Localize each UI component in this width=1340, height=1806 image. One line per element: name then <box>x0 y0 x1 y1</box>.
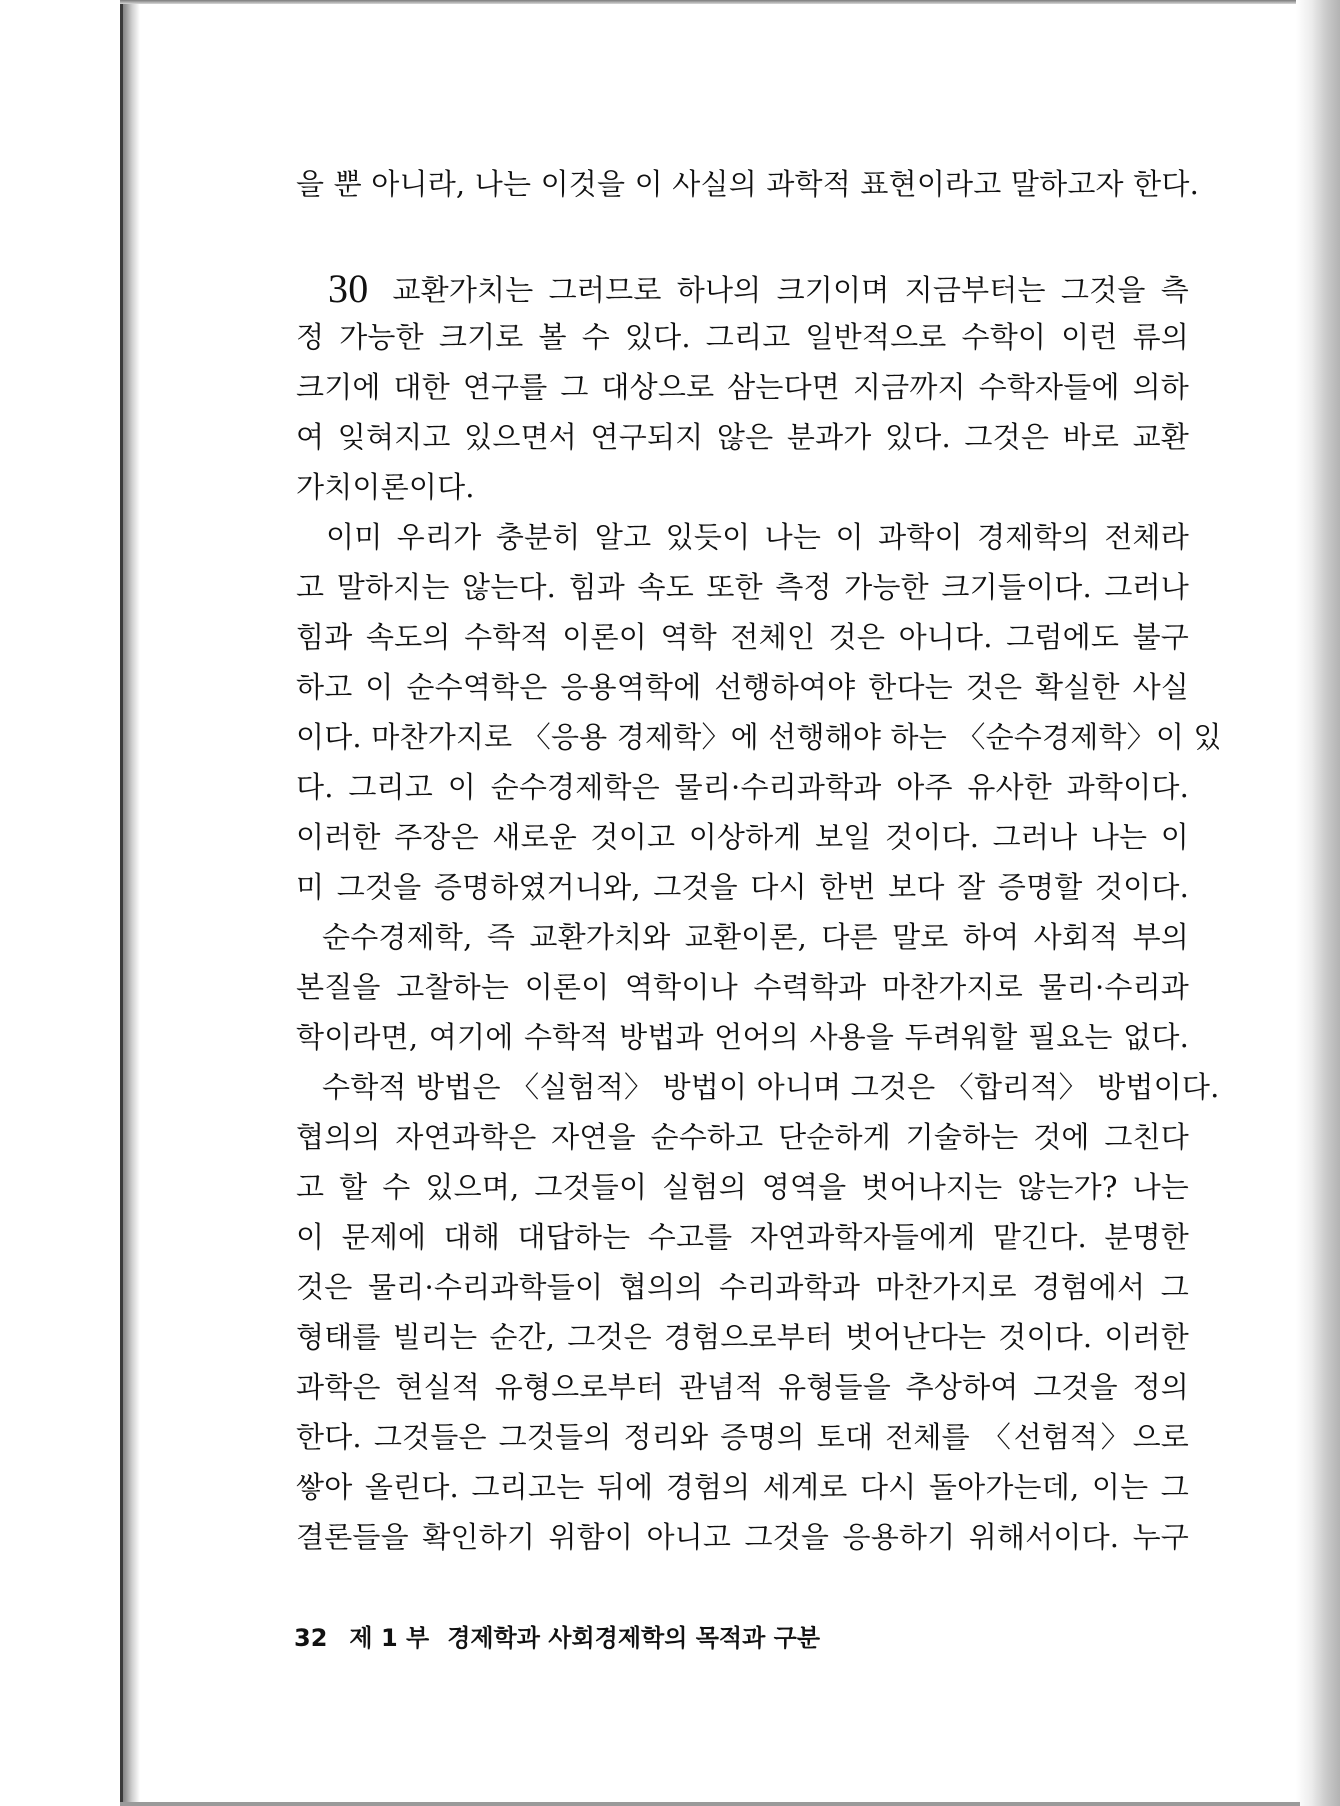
part-label: 제 1 부 <box>349 1624 430 1652</box>
text-line: 고 말하지는 않는다. 힘과 속도 또한 측정 가능한 크기들이다. 그러나 <box>296 570 1189 604</box>
text-line: 수학적 방법은 〈실험적〉 방법이 아니며 그것은 〈합리적〉 방법이다. <box>322 1070 1220 1104</box>
page-right-edge-shadow <box>1296 0 1340 1806</box>
text-line: 가치이론이다. <box>296 470 475 504</box>
text-line: 미 그것을 증명하였거니와, 그것을 다시 한번 보다 잘 증명할 것이다. <box>296 870 1189 904</box>
text-line: 것은 물리·수리과학들이 협의의 수리과학과 마찬가지로 경험에서 그 <box>296 1270 1189 1304</box>
page-bottom-edge <box>120 1802 1300 1806</box>
text-line: 을 뿐 아니라, 나는 이것을 이 사실의 과학적 표현이라고 말하고자 한다. <box>296 167 1200 201</box>
page-left-edge-shadow <box>120 0 140 1806</box>
text-line: 쌓아 올린다. 그리고는 뒤에 경험의 세계로 다시 돌아가는데, 이는 그 <box>296 1470 1189 1504</box>
text-line: 본질을 고찰하는 이론이 역학이나 수력학과 마찬가지로 물리·수리과 <box>296 970 1189 1004</box>
text-line: 한다. 그것들은 그것들의 정리와 증명의 토대 전체를 〈선험적〉으로 <box>296 1420 1189 1454</box>
text-line: 학이라면, 여기에 수학적 방법과 언어의 사용을 두려워할 필요는 없다. <box>296 1020 1189 1054</box>
text-line: 다. 그리고 이 순수경제학은 물리·수리과학과 아주 유사한 과학이다. <box>296 770 1189 804</box>
text-line-with-paragraph-number <box>328 264 1189 310</box>
text-line: 고 할 수 있으며, 그것들이 실험의 영역을 벗어나지는 않는가? 나는 <box>296 1170 1189 1204</box>
text-line: 과학은 현실적 유형으로부터 관념적 유형들을 추상하여 그것을 정의 <box>296 1370 1189 1404</box>
text-line: 이미 우리가 충분히 알고 있듯이 나는 이 과학이 경제학의 전체라 <box>326 520 1189 554</box>
text-line: 이다. 마찬가지로 〈응용 경제학〉에 선행해야 하는 〈순수경제학〉이 있 <box>296 720 1222 754</box>
text-line: 힘과 속도의 수학적 이론이 역학 전체인 것은 아니다. 그럼에도 불구 <box>296 620 1189 654</box>
text-line: 결론들을 확인하기 위함이 아니고 그것을 응용하기 위해서이다. 누구 <box>296 1520 1189 1554</box>
text-line: 협의의 자연과학은 자연을 순수하고 단순하게 기술하는 것에 그친다 <box>296 1120 1189 1154</box>
chapter-title: 경제학과 사회경제학의 목적과 구분 <box>447 1624 821 1652</box>
text-line: 정 가능한 크기로 볼 수 있다. 그리고 일반적으로 수학이 이런 류의 <box>296 320 1189 354</box>
text-line: 여 잊혀지고 있으면서 연구되지 않은 분과가 있다. 그것은 바로 교환 <box>296 420 1189 454</box>
text-line: 크기에 대한 연구를 그 대상으로 삼는다면 지금까지 수학자들에 의하 <box>296 370 1189 404</box>
page-footer <box>294 1618 1194 1658</box>
paragraph-number: 30 <box>328 266 369 311</box>
text-line: 순수경제학, 즉 교환가치와 교환이론, 다른 말로 하여 사회적 부의 <box>322 920 1189 954</box>
text-line: 이 문제에 대해 대답하는 수고를 자연과학자들에게 맡긴다. 분명한 <box>296 1220 1189 1254</box>
page-number: 32 <box>294 1624 328 1652</box>
text-line: 이러한 주장은 새로운 것이고 이상하게 보일 것이다. 그러나 나는 이 <box>296 820 1189 854</box>
text-line: 하고 이 순수역학은 응용역학에 선행하여야 한다는 것은 확실한 사실 <box>296 670 1189 704</box>
text-line: 형태를 빌리는 순간, 그것은 경험으로부터 벗어난다는 것이다. 이러한 <box>296 1320 1189 1354</box>
text-line-content: 교환가치는 그러므로 하나의 크기이며 지금부터는 그것을 측 <box>392 273 1189 307</box>
